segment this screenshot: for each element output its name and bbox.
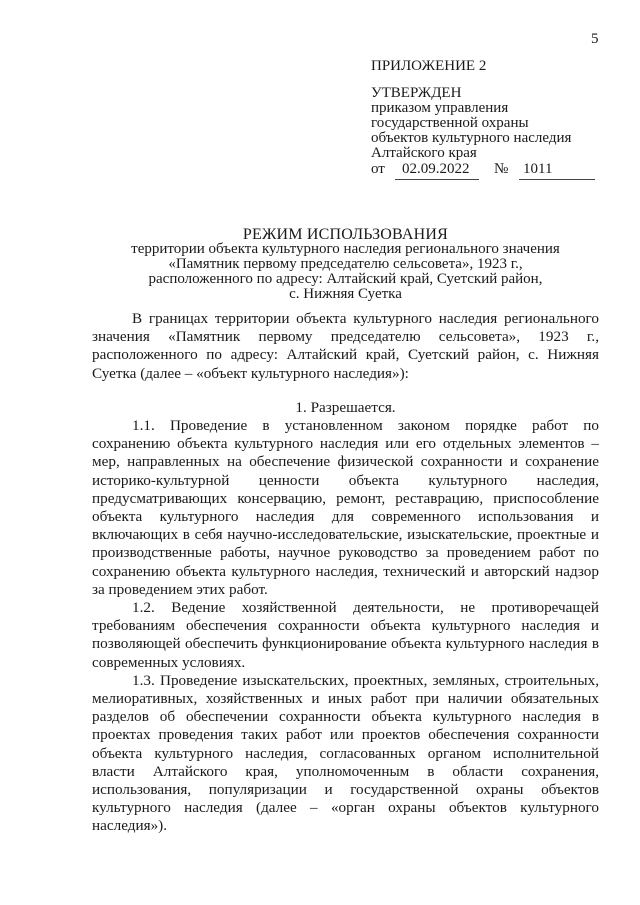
order-line-1: приказом управления xyxy=(371,100,509,116)
item-1-2: 1.2. Ведение хозяйственной деятельности, не противоречащей требованиям обеспечения сохранности объекта культурного наследия и позволяющей обеспечить функционирование объекта культурного наследия в современных условиях. xyxy=(92,599,599,671)
order-number: 1011 xyxy=(523,161,553,177)
document-title xyxy=(92,227,599,302)
document-body xyxy=(92,310,599,836)
title-line-1: территории объекта культурного наследия регионального значения xyxy=(131,241,560,257)
order-line-3: объектов культурного наследия xyxy=(371,130,572,146)
title-line-3: расположенного по адресу: Алтайский край, Суетский район, xyxy=(148,271,543,287)
title-main: РЕЖИМ ИСПОЛЬЗОВАНИЯ xyxy=(242,226,449,243)
order-date: 02.09.2022 xyxy=(402,161,470,177)
title-line-2: «Памятник первому председателю сельсовета», 1923 г., xyxy=(168,256,523,272)
intro-paragraph: В границах территории объекта культурного наследия регионального значения «Памятник первому председателю сельсовета», 1923 г., расположенного по адресу: Алтайский край, Суетский район, с. Нижняя Суетка (далее – «объект культурного наследия»): xyxy=(92,310,599,382)
order-date-number-line xyxy=(371,162,611,180)
title-line-4: с. Нижняя Суетка xyxy=(289,286,402,302)
section-heading: 1. Разрешается. xyxy=(295,398,396,416)
from-label: от xyxy=(371,161,385,177)
date-underline xyxy=(395,179,479,180)
order-line-2: государственной охраны xyxy=(371,115,529,131)
item-1-1: 1.1. Проведение в установленном законом порядке работ по сохранению объекта культурного наследия или его отдельных элементов – мер, направленных на обеспечение физической сохранности и сохранение историко-культурной ценности объекта культурного наследия, предусматривающих консервацию, ремонт, реставрацию, приспособление объекта культурного наследия для современного использования и включающих в себя научно-исследовательские, изыскательские, проектные и производственные работы, научное руководство за проведением работ по сохранению объекта культурного наследия, технический и авторский надзор за проведением этих работ. xyxy=(92,417,599,598)
item-1-3: 1.3. Проведение изыскательских, проектных, земляных, строительных, мелиоративных, хозяйственных и иных работ при наличии обязательных разделов об обеспечении сохранности объекта культурного наследия в проектах проведения таких работ или проектов обеспечения сохранности объекта культурного наследия, согласованных органом исполнительной власти Алтайского края, уполномоченным в области сохранения, использования, популяризации и государственной охраны объектов культурного наследия (далее – «орган охраны объектов культурного наследия»). xyxy=(92,671,599,835)
number-underline xyxy=(519,179,595,180)
appendix-label: ПРИЛОЖЕНИЕ 2 xyxy=(371,58,487,74)
order-line-4: Алтайского края xyxy=(371,145,477,161)
page-number: 5 xyxy=(591,31,599,47)
approval-block xyxy=(371,59,611,180)
approved-label: УТВЕРЖДЕН xyxy=(371,85,462,101)
number-sign: № xyxy=(494,161,509,177)
